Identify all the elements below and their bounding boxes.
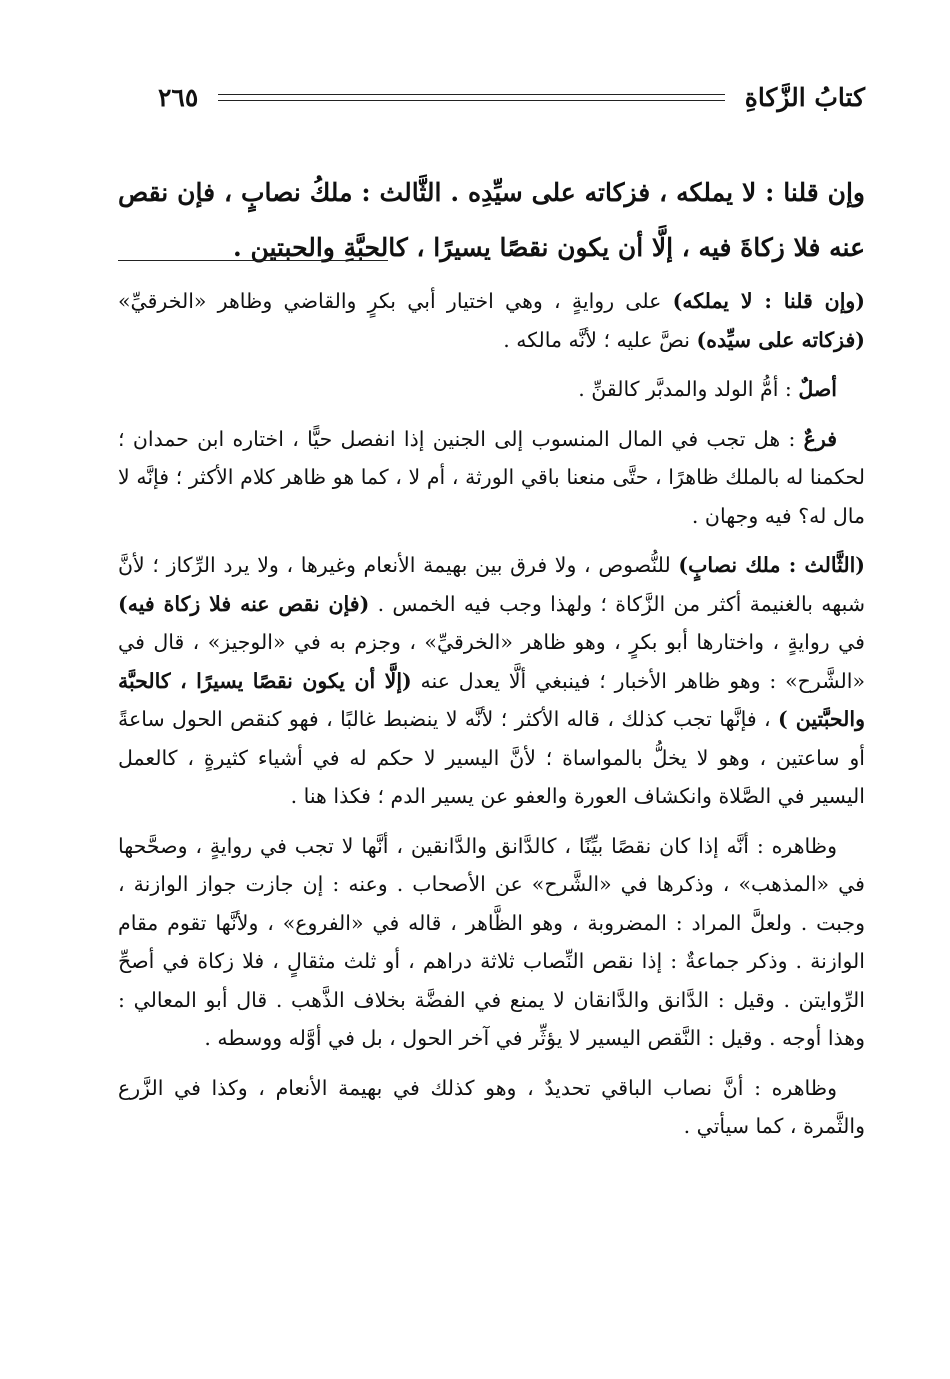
commentary-paragraph-4 [118, 546, 865, 816]
running-header [158, 72, 865, 122]
commentary-paragraph-2 [118, 370, 865, 409]
page-number: ٢٦٥ [158, 82, 199, 112]
header-rule [218, 94, 724, 101]
commentary-paragraph-1 [118, 282, 865, 359]
commentary-text: : هل تجب في المال المنسوب إلى الجنين إذا انفصل حيًّا ، اختاره ابن حمدان ؛ لحكمنا له بالملك ظاهرًا ، حتَّى منعنا باقي الورثة ، أم لا ، كما هو ظاهر كلام الأكثر ؛ فإنَّه لا مال له؟ فيه وجهان . [118, 426, 865, 528]
commentary-paragraph-6 [118, 1069, 865, 1146]
chapter-title: كتابُ الزَّكاةِ [744, 82, 865, 112]
quoted-matn: (الثَّالث : ملك نصابٍ) [678, 553, 866, 577]
quoted-matn: (وإن قلنا : لا يملكه) [672, 289, 865, 313]
commentary-text: على روايةٍ ، وهي اختيار أبي بكرٍ والقاضي وظاهر «الخرقيِّ» [118, 289, 673, 313]
section-label: أصلٌ [798, 377, 837, 401]
commentary-text: ، فإنَّها تجب كذلك ، قاله الأكثر ؛ لأنَّه لا ينضبط غالبًا ، فهو كنقص الحول ساعةً أو ساعتين ، وهو لا يخلُّ بالمواساة ؛ لأنَّ اليسير لا حكم له في أشياء كثيرةٍ ، كالعمل اليسير في الصَّلاة وانكشاف العورة والعفو عن يسير الدم ؛ فكذا هنا . [118, 707, 865, 808]
quoted-matn: (إلَّا أن يكون نقصًا يسيرًا ، كالحبَّة والحبَّتين ) [118, 668, 865, 731]
matn-text: وإن قلنا : لا يملكه ، فزكاته على سيِّدِه . الثَّالث : ملكُ نصابٍ ، فإن نقص عنه فلا زكاةَ فيه ، إلَّا أن يكون نقصًا يسيرًا ، كالحبَّةِ والحبتين . [118, 178, 865, 262]
quoted-matn: (فزكاته على سيِّده) [696, 327, 865, 352]
commentary-text: نصَّ عليه ؛ لأنَّه مالكه . [503, 327, 697, 352]
section-label: فرعٌ [803, 426, 837, 451]
quoted-matn: (فإن نقص عنه فلا زكاة فيه) [118, 591, 370, 616]
commentary-text: وظاهره : أنَّه إذا كان نقصًا بيِّنًا ، كالدَّانق والدَّانقين ، أنَّها لا تجب في روايةٍ ، وصحَّحها في «المذهب» ، وذكرها في «الشَّرح» عن الأصحاب . وعنه : إن جازت جواز الوازنة ، وجبت . ولعلَّ المراد : المضروبة ، وهو الظَّاهر ، قاله في «الفروع» ، ولأنَّها تقوم مقام الوازنة . وذكر جماعةٌ : إذا نقص النِّصاب ثلاثة دراهم ، أو ثلث مثقالٍ ، فلا زكاة في أصحِّ الرِّوايتن . وقيل : الدَّانق والدَّانقان لا يمنع في الفضَّة بخلاف الذَّهب . قال أبو المعالي : وهذا أوجه . وقيل : النَّقص اليسير لا يؤثِّر في آخر الحول ، بل في أوَّله ووسطه . [118, 833, 865, 1050]
commentary-paragraph-3 [118, 420, 865, 536]
commentary-paragraph-5 [118, 827, 865, 1058]
commentary-text: للنُّصوص ، ولا فرق بين بهيمة الأنعام وغيرها ، ولا يرد الرِّكاز ؛ لأنَّ شبهه بالغنيمة أكثر من الزَّكاة ؛ ولهذا وجب فيه الخمس . [118, 553, 866, 616]
matn-separator [118, 260, 388, 261]
commentary-text: في روايةٍ ، واختارها أبو بكرٍ ، وهو ظاهر «الخرقيِّ» ، وجزم به في «الوجيز» ، قال في «الشَّرح» : وهو ظاهر الأخبار ؛ فينبغي ألَّا يعدل عنه [118, 630, 865, 693]
commentary-text: : أمُّ الولد والمدبَّر كالقنِّ . [578, 377, 799, 401]
commentary [118, 282, 865, 1157]
commentary-text: وظاهره : أنَّ نصاب الباقي تحديدٌ ، وهو كذلك في بهيمة الأنعام ، وكذا في الزَّرع والثَّمرة ، كما سيأتي . [118, 1075, 865, 1138]
